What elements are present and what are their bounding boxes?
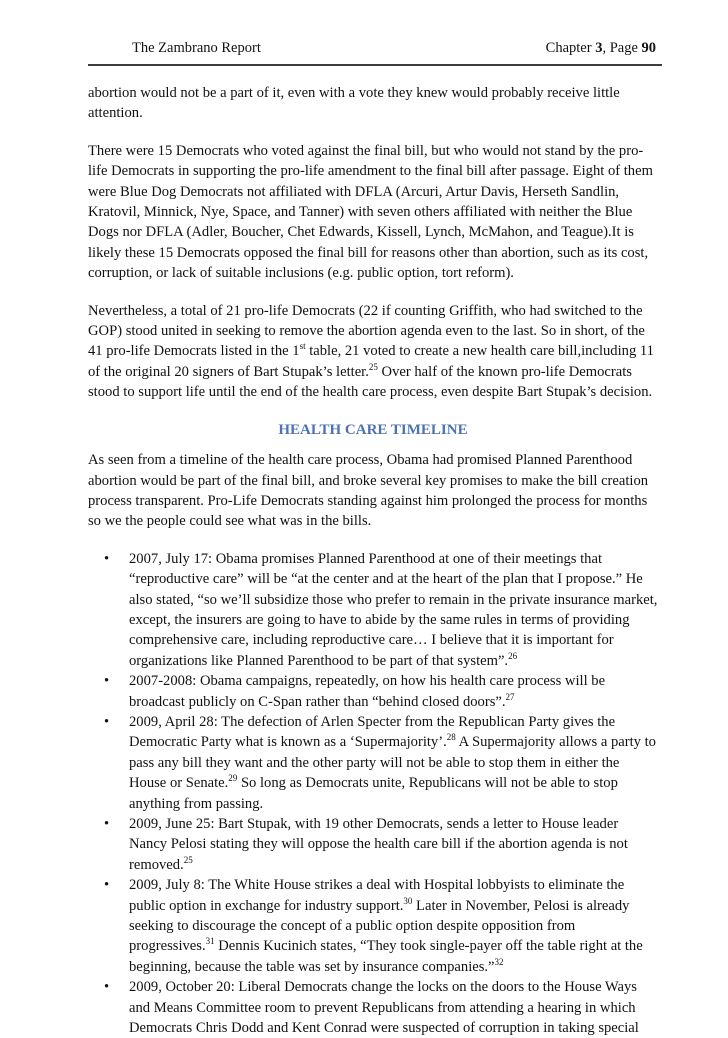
timeline-item: • 2007-2008: Obama campaigns, repeatedly, on how his health care process will be broadcast publicly on C-Span rather than “behind closed doors”.$^{27}$ <box>104 673 606 710</box>
footnote-ref: 25 <box>183 854 193 865</box>
page-number: 90 <box>641 40 656 56</box>
page-header <box>132 40 656 60</box>
timeline-item: • 2009, April 28: The defection of Arlen Specter from the Republican Party gives the Democratic Party what is known as a ‘Supermajority’.$^{28}$ A Supermajority allows a party to pass any bill they want and the other party will not be able to stop them in either the House or Senate.$^{29}$ So long as Democrats unite, Republicans will not be able to stop anything from passing. <box>104 713 656 812</box>
superscript: st <box>299 341 306 352</box>
bullet-icon: • <box>104 816 110 832</box>
bullet-icon: • <box>104 979 110 996</box>
timeline-list <box>88 549 658 1038</box>
footnote-ref: 27 <box>505 691 515 702</box>
footnote-ref: 32 <box>494 956 504 967</box>
footnote-ref: 31 <box>205 936 215 947</box>
chapter-number: 3 <box>595 40 603 56</box>
footnote-ref: 28 <box>446 732 456 743</box>
timeline-item: • 2009, June 25: Bart Stupak, with 19 other Democrats, sends a letter to House leader Nancy Pelosi stating they will oppose the health care bill if the abortion agenda is not removed.$^{25}$ <box>104 816 628 873</box>
report-title: The Zambrano Report <box>132 40 261 56</box>
bullet-icon: • <box>104 550 110 567</box>
footnote-ref: 30 <box>403 895 413 906</box>
footnote-ref: 29 <box>228 773 238 784</box>
paragraph-continuation: abortion would not be a part of it, even with a vote they knew would probably receive little attention. <box>88 85 620 122</box>
bullet-icon: • <box>104 673 110 690</box>
timeline-intro: As seen from a timeline of the health care process, Obama had promised Planned Parenthood abortion would be part of the final bill, and broke several key promises to make the bill creation process transparent. Pro-Life Democrats standing against him prolonged the process for months so we the people could see what was in the bills. <box>88 452 649 530</box>
section-title: HEALTH CARE TIMELINE <box>278 421 468 438</box>
header-divider <box>88 64 662 66</box>
bullet-icon: • <box>104 713 110 730</box>
paragraph-fifteen-democrats: There were 15 Democrats who voted against the final bill, but who would not stand by the pro-life Democrats in supporting the pro-life amendment to the final bill after passage. Eight of them were Blue Dog Democrats not affiliated with DFLA (Arcuri, Artur Davis, Herseth Sandlin, Kratovil, Minnick, Nye, Space, and Tanner) with seven others affiliated with neither the Blue Dogs nor DFLA (Adler, Boucher, Chet Edwards, Kissell, Lynch, McMahon, and Teague).It is likely these 15 Democrats opposed the final bill for reasons other than abortion, such as its cost, corruption, or lack of suitable inclusions (e.g. public option, tort reform). <box>88 142 653 282</box>
document-body <box>88 83 658 1038</box>
timeline-item: • 2009, October 20: Liberal Democrats change the locks on the doors to the House Ways and Means Committee room to prevent Republicans from attending a hearing in which Democrats Chris Dodd and Kent Conrad were suspected of corruption in taking special <box>104 979 639 1037</box>
footnote-ref: 26 <box>508 650 518 661</box>
footnote-ref: 25 <box>368 362 378 373</box>
chapter-page-label: Chapter 3, Page 90 <box>545 40 656 56</box>
paragraph-pro-life-democrats: Nevertheless, a total of 21 pro-life Democrats (22 if counting Griffith, who had switched to the GOP) stood united in seeking to remove the abortion agenda even to the last. So in short, of the 41 pro-life Democrats listed in the 1st table, 21 voted to create a new health care bill,including 11 of the original 20 signers of Bart Stupak’s letter.$^{25}$ Over half of the known pro-life Democrats stood to support life until the end of the health care process, even despite Bart Stupak’s decision. <box>88 302 654 401</box>
bullet-icon: • <box>104 877 110 894</box>
timeline-item: • 2007, July 17: Obama promises Planned Parenthood at one of their meetings that “reproductive care” will be “at the center and at the heart of the plan that I propose.” He also stated, “so we’ll subsidize those who prefer to remain in the private insurance market, except, the insurers are going to have to abide by the same rules in terms of providing comprehensive care, including reproductive care… I believe that it is important for organizations like Planned Parenthood to be part of that system”.$^{26}$ <box>104 550 658 669</box>
timeline-item: • 2009, July 8: The White House strikes a deal with Hospital lobbyists to eliminate the public option in exchange for industry support.$^{30}$ Later in November, Pelosi is already seeking to discourage the concept of a public option despite opposition from progressives.$^{31}$ Dennis Kucinich states, “They took single-payer off the table right at the beginning, because the table was set by insurance companies.”$^{32}$ <box>104 877 643 975</box>
